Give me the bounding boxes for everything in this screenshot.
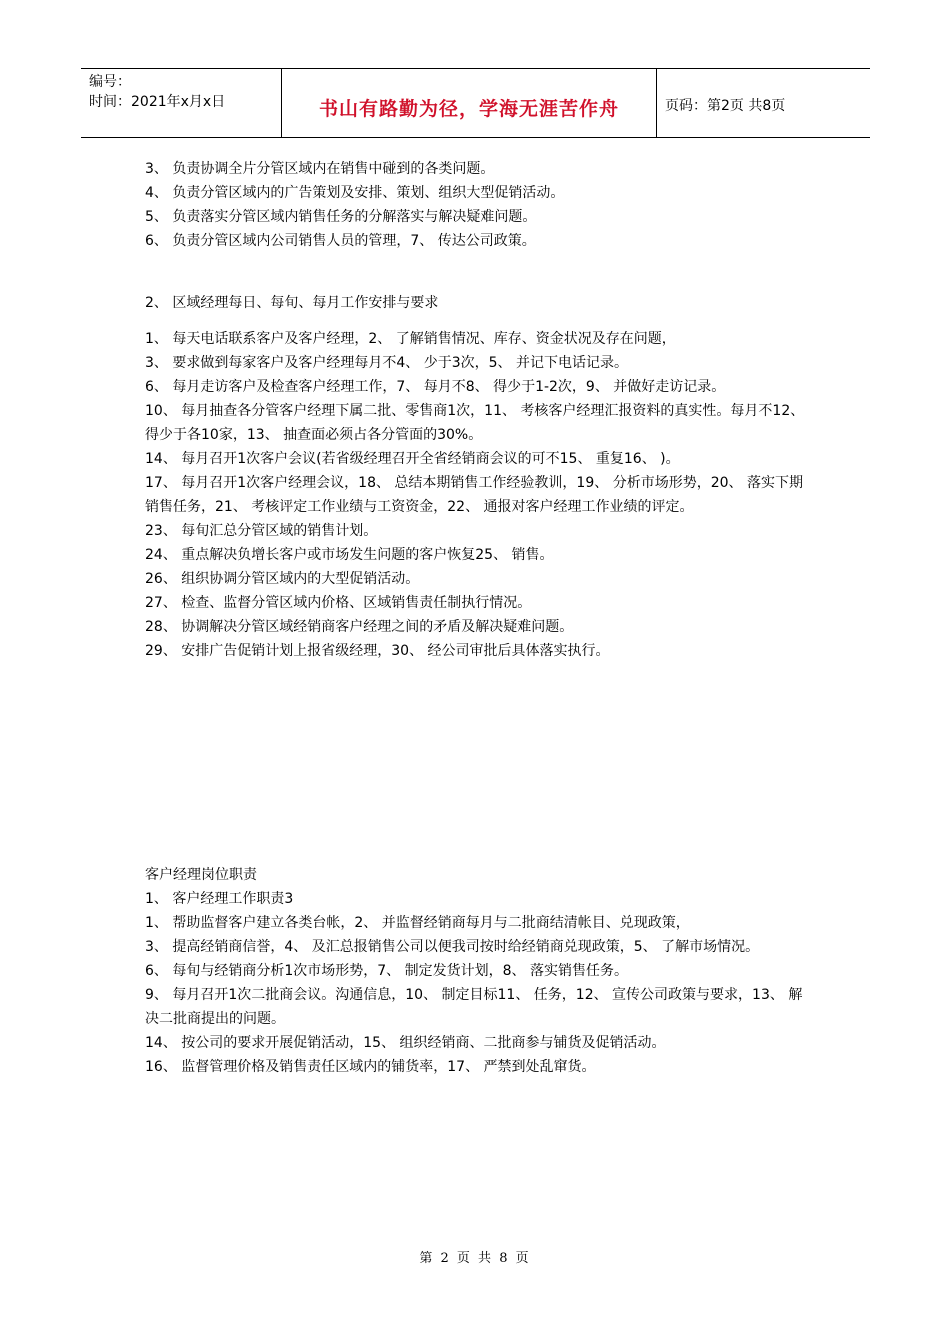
document-body: [145, 157, 805, 1079]
paragraph: 26、 组织协调分管区域内的大型促销活动。: [145, 571, 420, 587]
paragraph: 9、 每月召开1次二批商会议。沟通信息，10、 制定目标11、 任务，12、 宣传公司政策与要求，13、 解决二批商提出的问题。: [145, 987, 803, 1027]
motto: 书山有路勤为径，学海无涯苦作舟: [318, 97, 619, 120]
section-heading: 客户经理岗位职责: [145, 867, 257, 883]
paragraph: 24、 重点解决负增长客户或市场发生问题的客户恢复25、 销售。: [145, 547, 554, 563]
paragraph: 3、 负责协调全片分管区域内在销售中碰到的各类问题。: [145, 161, 495, 177]
paragraph: 6、 每月走访客户及检查客户经理工作，7、 每月不8、 得少于1-2次，9、 并做好走访记录。: [145, 379, 726, 395]
paragraph: 23、 每旬汇总分管区域的销售计划。: [145, 523, 378, 539]
paragraph: 10、 每月抽查各分管客户经理下属二批、零售商1次，11、 考核客户经理汇报资料的真实性。每月不12、 得少于各10家，13、 抽查面必须占各分管面的30%。: [145, 403, 805, 443]
paragraph: 27、 检查、监督分管区域内价格、区域销售责任制执行情况。: [145, 595, 532, 611]
paragraph: 1、 客户经理工作职责3: [145, 891, 294, 907]
header-page-cell: [657, 69, 870, 137]
page-header: [81, 68, 870, 138]
paragraph: 16、 监督管理价格及销售责任区域内的铺货率，17、 严禁到处乱窜货。: [145, 1059, 596, 1075]
page-code: 页码：第2页 共8页: [665, 98, 786, 114]
page-footer: 第 2 页 共 8 页: [419, 1251, 531, 1266]
paragraph: 29、 安排广告促销计划上报省级经理，30、 经公司审批后具体落实执行。: [145, 643, 610, 659]
paragraph: 3、 提高经销商信誉，4、 及汇总报销售公司以便我司按时给经销商兑现政策，5、 了解市场情况。: [145, 939, 760, 955]
section-heading: 2、 区域经理每日、每旬、每月工作安排与要求: [145, 295, 439, 311]
paragraph: 1、 帮助监督客户建立各类台帐，2、 并监督经销商每月与二批商结清帐目、兑现政策，: [145, 915, 690, 931]
paragraph: 14、 按公司的要求开展促销活动，15、 组织经销商、二批商参与铺货及促销活动。: [145, 1035, 666, 1051]
number-label: 编号：: [89, 74, 131, 90]
paragraph: 6、 负责分管区域内公司销售人员的管理，7、 传达公司政策。: [145, 233, 536, 249]
paragraph: 17、 每月召开1次客户经理会议，18、 总结本期销售工作经验教训，19、 分析市场形势，20、 落实下期销售任务，21、 考核评定工作业绩与工资资金，22、 通报对客户经理工作业绩的评定。: [145, 475, 803, 515]
paragraph: 6、 每旬与经销商分析1次市场形势，7、 制定发货计划，8、 落实销售任务。: [145, 963, 628, 979]
paragraph: 5、 负责落实分管区域内销售任务的分解落实与解决疑难问题。: [145, 209, 537, 225]
header-motto-cell: [282, 69, 657, 137]
paragraph: 4、 负责分管区域内的广告策划及安排、策划、组织大型促销活动。: [145, 185, 565, 201]
paragraph: 1、 每天电话联系客户及客户经理，2、 了解销售情况、库存、资金状况及存在问题，: [145, 331, 676, 347]
paragraph: 14、 每月召开1次客户会议(若省级经理召开全省经销商会议的可不15、 重复16、 )。: [145, 451, 680, 467]
paragraph: 3、 要求做到每家客户及客户经理每月不4、 少于3次，5、 并记下电话记录。: [145, 355, 628, 371]
header-meta: [81, 69, 282, 137]
paragraph: 28、 协调解决分管区域经销商客户经理之间的矛盾及解决疑难问题。: [145, 619, 574, 635]
time-label: 时间：2021年x月x日: [89, 94, 226, 110]
